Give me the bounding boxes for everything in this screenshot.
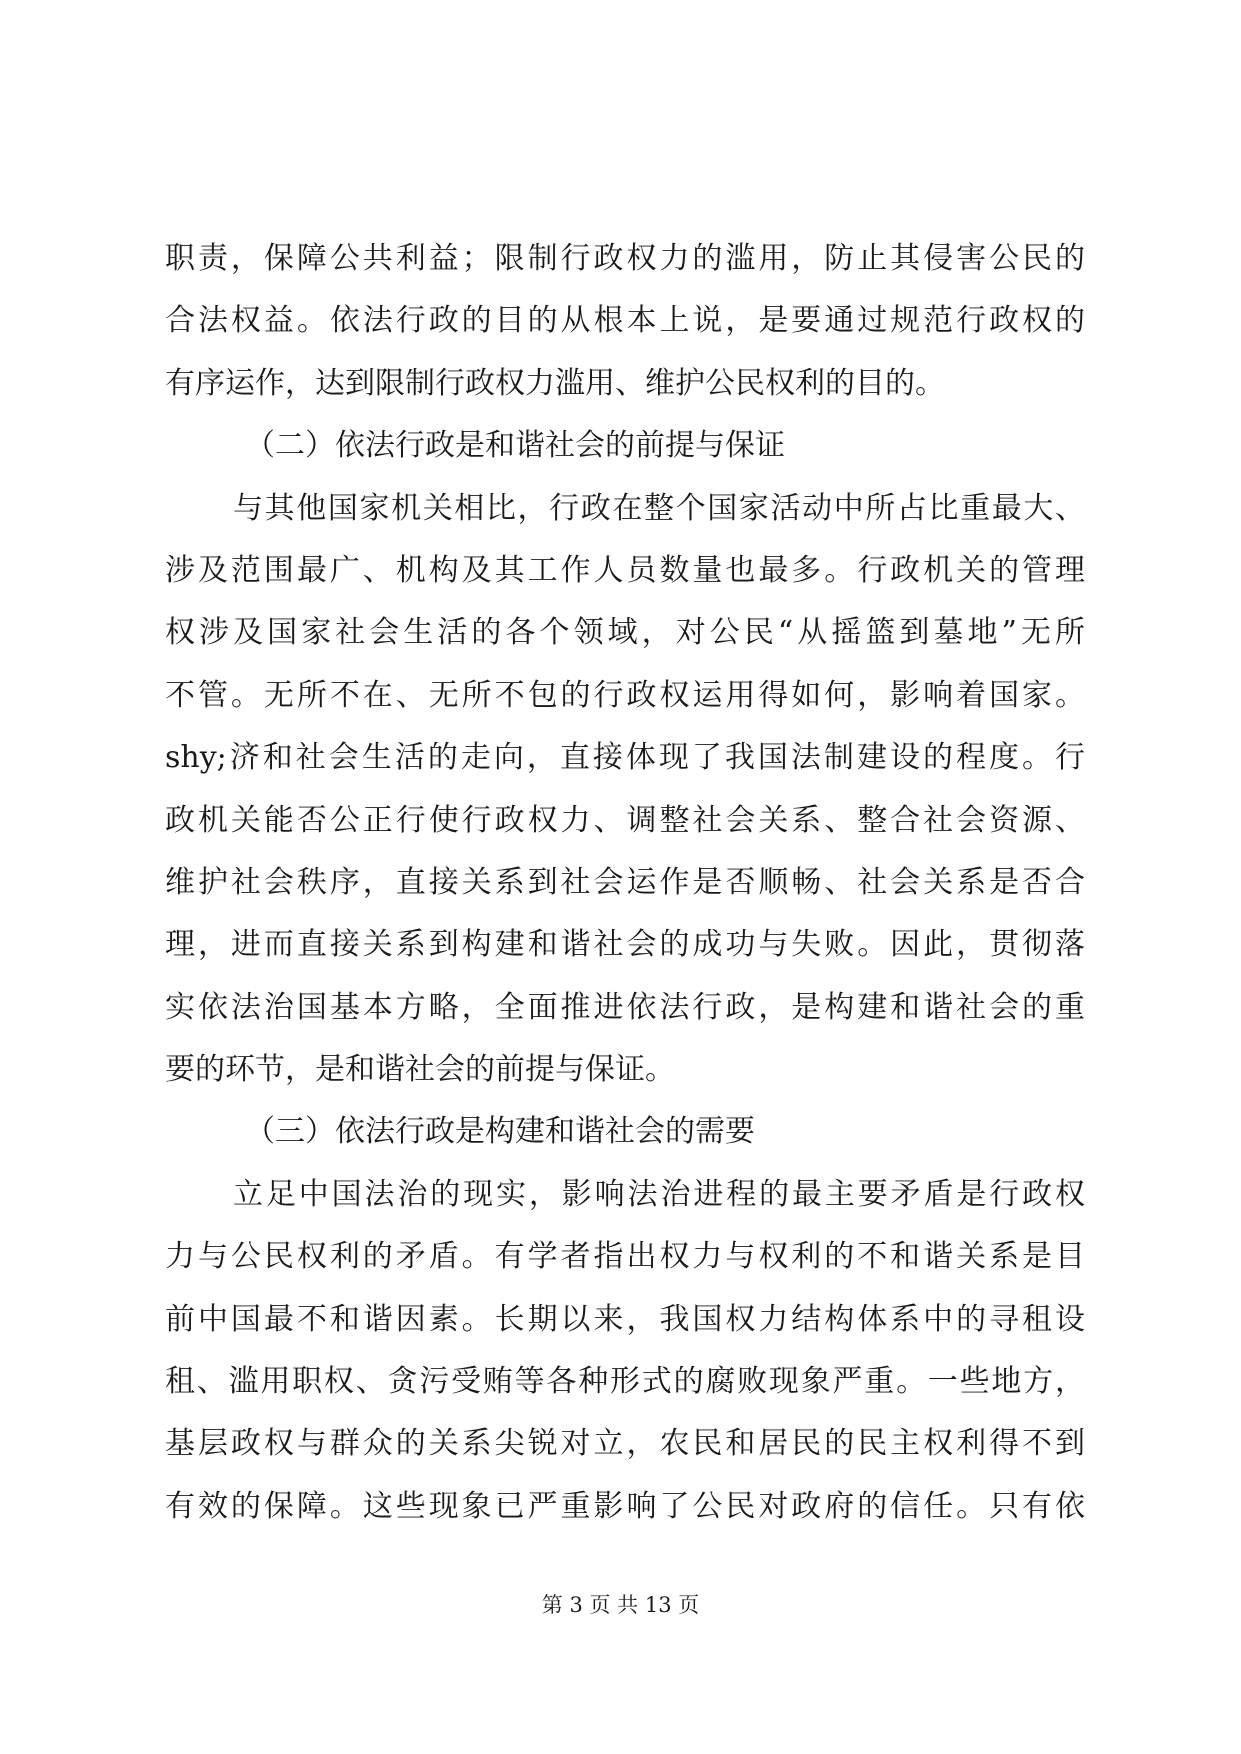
text-line: 租、滥用职权、贪污受贿等各种形式的腐败现象严重。一些地方， (165, 1364, 1085, 1400)
text-line: 涉及范围最广、机构及其工作人员数量也最多。行政机关的管理 (165, 552, 1085, 588)
text-line: 力与公民权利的矛盾。有学者指出权力与权利的不和谐关系是目 (165, 1239, 1085, 1275)
body-text (165, 228, 1085, 1538)
text-line: 权涉及国家社会生活的各个领域，对公民“从摇篮到墓地”无所 (165, 615, 1085, 651)
text-line: 前中国最不和谐因素。长期以来，我国权力结构体系中的寻租设 (165, 1301, 1085, 1337)
text-line: 有效的保障。这些现象已严重影响了公民对政府的信任。只有依 (165, 1488, 1085, 1524)
text-line: 立足中国法治的现实，影响法治进程的最主要矛盾是行政权 (233, 1176, 1085, 1212)
page-footer: 第 3 页 共 13 页 (541, 1593, 700, 1617)
text-line: 维护社会秩序，直接关系到社会运作是否顺畅、社会关系是否合 (165, 864, 1085, 900)
text-line: 政机关能否公正行使行政权力、调整社会关系、整合社会资源、 (165, 802, 1085, 838)
text-line: 理，进而直接关系到构建和谐社会的成功与失败。因此，贯彻落 (165, 927, 1085, 963)
text-line: 有序运作，达到限制行政权力滥用、维护公民权利的目的。 (165, 365, 945, 401)
text-line: 不管。无所不在、无所不包的行政权运用得如何，影响着国家。 (165, 677, 1085, 713)
text-line: 职责，保障公共利益；限制行政权力的滥用，防止其侵害公民的 (165, 241, 1085, 276)
text-line: 基层政权与群众的关系尖锐对立，农民和居民的民主权利得不到 (165, 1426, 1085, 1462)
section-heading: （二）依法行政是和谐社会的前提与保证 (245, 428, 785, 464)
text-line: 实依法治国基本方略，全面推进依法行政，是构建和谐社会的重 (165, 989, 1085, 1025)
text-line: 合法权益。依法行政的目的从根本上说，是要通过规范行政权的 (165, 303, 1085, 339)
text-line: 与其他国家机关相比，行政在整个国家活动中所占比重最大、 (233, 490, 1085, 526)
text-line: shy;济和社会生活的走向，直接体现了我国法制建设的程度。行 (165, 740, 1085, 776)
section-heading: （三）依法行政是构建和谐社会的需要 (245, 1114, 755, 1150)
text-line: 要的环节，是和谐社会的前提与保证。 (165, 1052, 675, 1088)
